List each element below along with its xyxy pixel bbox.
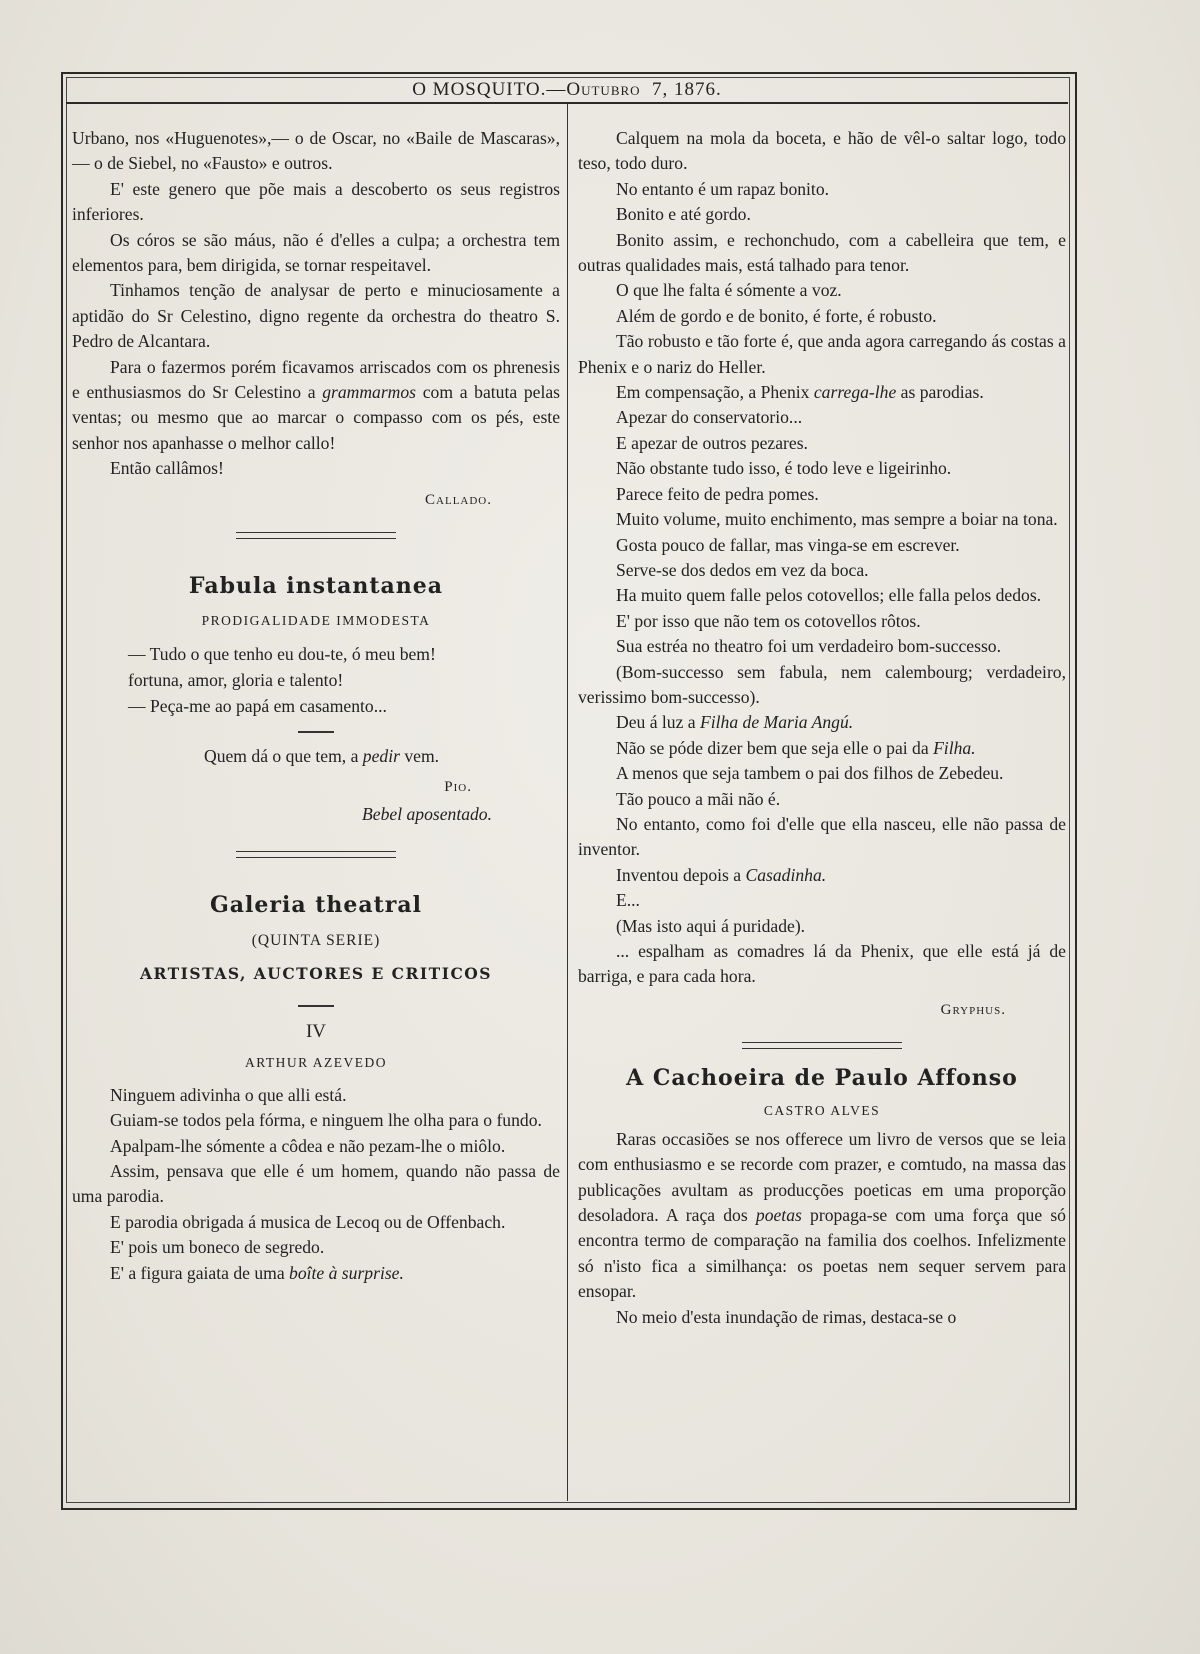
paragraph: Apalpam-lhe sómente a côdea e não pezam-lhe o miôlo. [110, 1135, 506, 1156]
paragraph: Assim, pensava que elle é um homem, quando não passa de uma parodia. [72, 1160, 560, 1207]
header-month: Outubro [566, 79, 641, 100]
galeria-name: ARTHUR AZEVEDO [244, 1054, 388, 1070]
paragraph [578, 380, 1066, 405]
text-run: Inventou depois a [616, 864, 746, 885]
paragraph: Tinhamos tenção de analysar de perto e minuciosamente a aptidão do Sr Celestino, digno regente da orchestra do theatro S. Pedro de Alcantara. [72, 280, 560, 352]
signature-bebel: Bebel aposentado. [362, 803, 492, 824]
fabula-moral [72, 743, 560, 769]
signature-callado: Callado. [425, 491, 492, 508]
paragraph: E' por isso que não tem os cotovellos rôtos. [616, 610, 921, 631]
section-rule [236, 532, 396, 539]
paragraph: Então callâmos! [110, 458, 224, 479]
paragraph: Muito volume, muito enchimento, mas sempre a boiar na tona. [616, 509, 1058, 530]
paragraph: E... [616, 890, 640, 911]
paragraph: No meio d'esta inundação de rimas, destaca-se o [616, 1306, 957, 1327]
paragraph: E' este genero que põe mais a descoberto os seus registros inferiores. [72, 178, 560, 225]
italic-text: carrega-lhe [813, 382, 897, 403]
paragraph: (Mas isto aqui á puridade). [616, 915, 806, 936]
paragraph: Gosta pouco de fallar, mas vinga-se em escrever. [616, 534, 960, 555]
cachoeira-title: A Cachoeira de Paulo Affonso [626, 1064, 1018, 1091]
verse-line: fortuna, amor, gloria e talento! [128, 669, 344, 690]
text-run: Deu á luz a [616, 712, 701, 733]
paragraph: Parece feito de pedra pomes. [616, 483, 819, 504]
page-header [66, 78, 1068, 104]
text-run: Raras occasiões se nos offerece um livro de versos que se leia com enthusiasmo e se recorde com prazer, e comtudo, na massa das publicações avultam as producções poeticas em uma proporção desoladora. A raça dos [578, 1128, 1066, 1226]
text-run: Quem dá o que tem, a [204, 745, 363, 766]
paragraph: E apezar de outros pezares. [616, 432, 808, 453]
paragraph [578, 710, 1066, 735]
paragraph: Ha muito quem falle pelos cotovellos; elle falla pelos dedos. [616, 585, 1042, 606]
paragraph: Sua estréa no theatro foi um verdadeiro bom-successo. [616, 636, 1001, 657]
paragraph: Calquem na mola da boceta, e hão de vêl-o saltar logo, todo teso, todo duro. [578, 128, 1066, 174]
italic-text: grammarmos [322, 382, 417, 403]
paragraph: Bonito assim, e rechonchudo, com a cabelleira que tem, e outras qualidades mais, está talhado para tenor. [578, 229, 1066, 276]
paragraph [72, 355, 560, 457]
text-run: propaga-se com uma força que só encontra termo de comparação na familia dos coelhos. Infelizmente só n'isto fica a similhança: os poetas nem sequer servem para ensopar. [578, 1205, 1066, 1302]
galeria-numeral: IV [305, 1020, 327, 1042]
text-run: vem. [399, 745, 440, 766]
galeria-serie: (QUINTA SERIE) [251, 931, 381, 949]
paragraph: (Bom-successo sem fabula, nem calembourg; verdadeiro, verissimo bom-successo). [578, 661, 1066, 707]
paragraph: O que lhe falta é sómente a voz. [616, 280, 842, 301]
paragraph: Ninguem adivinha o que alli está. [110, 1084, 347, 1105]
paragraph: Além de gordo e de bonito, é forte, é robusto. [616, 305, 937, 326]
verse-line: — Peça-me ao papá em casamento... [128, 695, 387, 716]
paragraph: No entanto é um rapaz bonito. [616, 178, 830, 199]
paragraph: E' pois um boneco de segredo. [110, 1237, 325, 1258]
text-run: Para o fazermos porém ficavamos arriscados com os phrenesis e enthusiasmos do Sr Celestino a [72, 356, 560, 403]
masthead: O MOSQUITO.— [412, 79, 567, 100]
galeria-title: Galeria theatral [209, 891, 423, 918]
paragraph [72, 1261, 560, 1286]
paragraph: A menos que seja tambem o pai dos filhos de Zebedeu. [616, 763, 1004, 784]
italic-text: Filha. [933, 737, 976, 758]
paragraph: Os córos se são máus, não é d'elles a culpa; a orchestra tem elementos para, bem dirigida, se tornar respeitavel. [72, 229, 560, 276]
paragraph: No entanto, como foi d'elle que ella nasceu, elle não passa de inventor. [578, 813, 1066, 860]
paragraph: ... espalham as comadres lá da Phenix, que elle está já de barriga, e para cada hora. [578, 941, 1066, 987]
section-rule [236, 851, 396, 858]
column-divider [567, 104, 568, 1501]
paragraph: Serve-se dos dedos em vez da boca. [616, 559, 869, 580]
italic-text: Filha de Maria Angú. [700, 712, 854, 733]
fabula-subtitle: PRODIGALIDADE IMMODESTA [201, 612, 431, 628]
paragraph [578, 736, 1066, 761]
text-run: com a batuta pelas ventas; ou mesmo que ao marcar o compasso com os pés, este senhor nos apanhasse o melhor callo! [72, 382, 560, 453]
cachoeira-author: CASTRO ALVES [763, 1102, 881, 1118]
paragraph: Urbano, nos «Huguenotes»,— o de Oscar, no «Baile de Mascaras»,— o de Siebel, no «Fausto» e outros. [72, 128, 560, 174]
italic-text: Casadinha. [745, 864, 827, 885]
verse-line: — Tudo o que tenho eu dou-te, ó meu bem! [128, 643, 436, 664]
paragraph: Guiam-se todos pela fórma, e ninguem lhe olha para o fundo. [110, 1110, 542, 1131]
paragraph: Tão pouco a mãi não é. [616, 788, 781, 809]
italic-text: pedir [362, 745, 400, 766]
text-run: as parodias. [896, 382, 984, 403]
text-run: Em compensação, a Phenix [616, 382, 814, 403]
text-run: E' a figura gaiata de uma [110, 1262, 290, 1283]
signature-pio: Pio. [444, 778, 472, 795]
italic-text: poetas [755, 1205, 802, 1226]
paragraph [578, 863, 1066, 888]
paragraph: Apezar do conservatorio... [616, 407, 803, 428]
text-run: Não se póde dizer bem que seja elle o pai da [616, 737, 934, 758]
paragraph: E parodia obrigada á musica de Lecoq ou de Offenbach. [110, 1211, 506, 1232]
paragraph: Bonito e até gordo. [616, 204, 751, 225]
right-column [578, 126, 1066, 1330]
paragraph: Não obstante tudo isso, é todo leve e ligeirinho. [616, 458, 952, 479]
paragraph: Tão robusto e tão forte é, que anda agora carregando ás costas a Phenix e o nariz do Heller. [578, 331, 1066, 377]
signature-gryphus: Gryphus. [940, 1001, 1006, 1018]
header-date: 7, 1876. [652, 79, 722, 100]
left-column [72, 126, 560, 1286]
galeria-subtitle: ARTISTAS, AUCTORES E CRITICOS [140, 963, 492, 983]
italic-text: boîte à surprise. [289, 1262, 404, 1283]
section-rule [742, 1042, 902, 1049]
fabula-title: Fabula instantanea [188, 572, 444, 599]
paragraph [578, 1127, 1066, 1305]
